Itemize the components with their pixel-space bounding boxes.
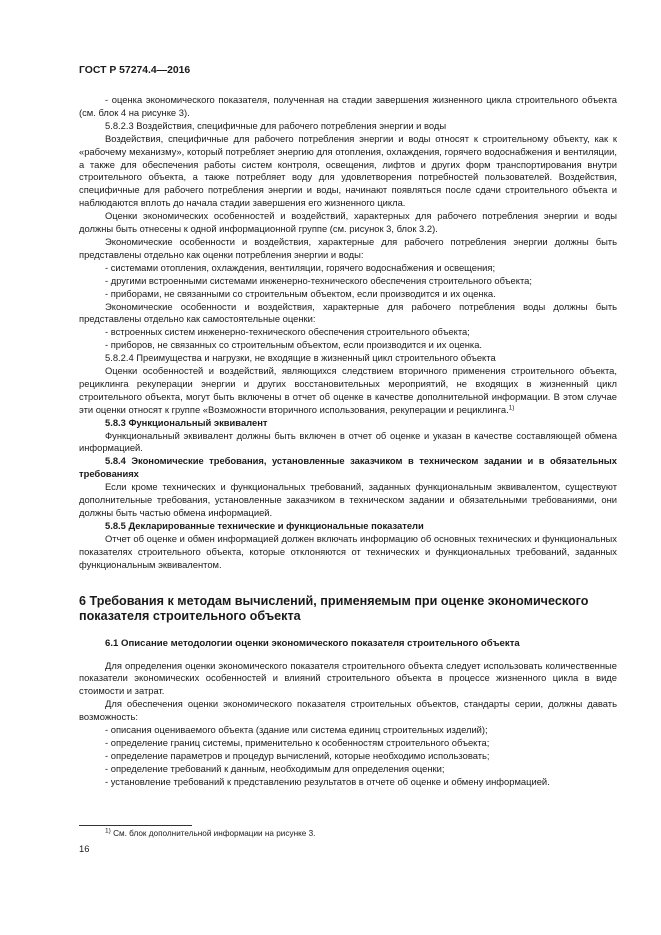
footnote-text: См. блок дополнительной информации на рисунке 3. xyxy=(113,829,316,838)
list-item: - приборов, не связанных со строительным объектом, если производится и их оценка. xyxy=(105,339,483,351)
paragraph: - оценка экономического показателя, полученная на стадии завершения жизненного цикла строительного объекта (см. блок 4 на рисунке 3). xyxy=(79,94,617,118)
list-item: - определение параметров и процедур вычислений, которые необходимо использовать; xyxy=(105,749,490,761)
paragraph: Воздействия, специфичные для рабочего потребления энергии и воды относят к строительному объекту, как к «рабочему механизму», который потребляет энергию для отопления, охлаждения, горячего водоснабжения и вентиляции, а также для обеспечения работы систем контроля, освещения, лифтов и других форм транспортирования внутри строительного объекта, а также потребляет воду для удовлетворения потребностей пользователей. Воздействия, специфичные для рабочего потребления энергии и воды, начинают появляться после сдачи строительного объекта и наблюдаются вплоть до начала стадии завершения его жизненного цикла. xyxy=(79,132,617,209)
paragraph: Оценки экономических особенностей и воздействий, характерных для рабочего потребления энергии и воды должны быть отнесены к одной информационной группе (см. рисунок 3, блок 3.2). xyxy=(79,210,617,235)
list-item: - установление требований к представлению результатов в отчете об оценке и обмену информацией. xyxy=(105,775,550,787)
paragraph: Функциональный эквивалент должны быть включен в отчет об оценке и указан в качестве составляющей обмена информацией. xyxy=(79,429,617,454)
subsection-heading: 6.1 Описание методологии оценки экономического показателя строительного объекта xyxy=(105,637,520,649)
list-item: - встроенных систем инженерно-технического обеспечения строительного объекта; xyxy=(105,326,470,338)
section-heading: 6 Требования к методам вычислений, применяемым при оценке экономического показателя строительного объекта xyxy=(79,593,589,624)
document-body xyxy=(79,94,617,789)
list-item: - определение требований к данным, необходимым для определения оценки; xyxy=(105,762,445,774)
clause-heading: 5.8.3 Функциональный эквивалент xyxy=(105,416,268,428)
paragraph xyxy=(79,365,617,417)
list-item: - описания оцениваемого объекта (здание или система единиц строительных изделий); xyxy=(105,724,488,736)
list-item: - системами отопления, охлаждения, вентиляции, горячего водоснабжения и освещения; xyxy=(105,261,496,273)
paragraph: Для обеспечения оценки экономического показателя строительных объектов, стандарты серии, должны давать возможность: xyxy=(79,698,617,723)
clause-heading: 5.8.2.4 Преимущества и нагрузки, не входящие в жизненный цикл строительного объекта xyxy=(105,352,496,364)
clause-heading: 5.8.5 Декларированные технические и функциональные показатели xyxy=(105,519,424,531)
paragraph: Отчет об оценке и обмен информацией должен включать информацию об основных технических и функциональных показателях строительного объекта, которые отклоняются от технических и функциональных требований, заданных функциональным эквивалентом. xyxy=(79,532,617,570)
paragraph-text: Оценки особенностей и воздействий, являющихся следствием вторичного применения строительного объекта, рециклинга рекуперации энергии и других восстановительных мероприятий, не входящих в жизненный цикл строительного объекта, могут быть включены в отчет об оценке в качестве дополнительной информации. В этом случае эти оценки относят к группе «Возможности вторичного использования, рекуперации и рециклинга. xyxy=(79,365,617,415)
clause-heading: 5.8.4 Экономические требования, установленные заказчиком в техническом задании и в обязательных требованиях xyxy=(79,455,617,480)
footnote-reference: 1) xyxy=(508,404,515,412)
paragraph: Если кроме технических и функциональных требований, заданных функциональным эквивалентом, существуют дополнительные требования, установленные заказчиком в техническом задании и обязательными требованиями, они должны быть частью обмена информацией. xyxy=(79,481,617,518)
list-item: - другими встроенными системами инженерно-технического обеспечения строительного объекта; xyxy=(105,274,532,286)
clause-heading: 5.8.2.3 Воздействия, специфичные для рабочего потребления энергии и воды xyxy=(105,119,447,131)
footnote-divider xyxy=(79,825,192,826)
footnote xyxy=(105,828,315,839)
footnote-mark: 1) xyxy=(105,827,111,835)
paragraph: Для определения оценки экономического показателя строительного объекта следует использовать количественные показатели экономических особенностей и влияний строительного объекта в процессе жизненного цикла в виде стоимости и затрат. xyxy=(79,659,617,697)
paragraph: Экономические особенности и воздействия, характерные для рабочего потребления энергии должны быть представлены отдельно как оценки потребления энергии и воды: xyxy=(79,235,617,260)
list-item: - определение границ системы, применительно к особенностям строительного объекта; xyxy=(105,736,490,748)
page-number: 16 xyxy=(79,843,90,854)
list-item: - приборами, не связанными со строительным объектом, если производится и их оценка. xyxy=(105,287,496,299)
paragraph: Экономические особенности и воздействия, характерные для рабочего потребления воды должны быть представлены отдельно как самостоятельные оценки: xyxy=(79,300,617,325)
document-header: ГОСТ Р 57274.4—2016 xyxy=(79,65,191,76)
